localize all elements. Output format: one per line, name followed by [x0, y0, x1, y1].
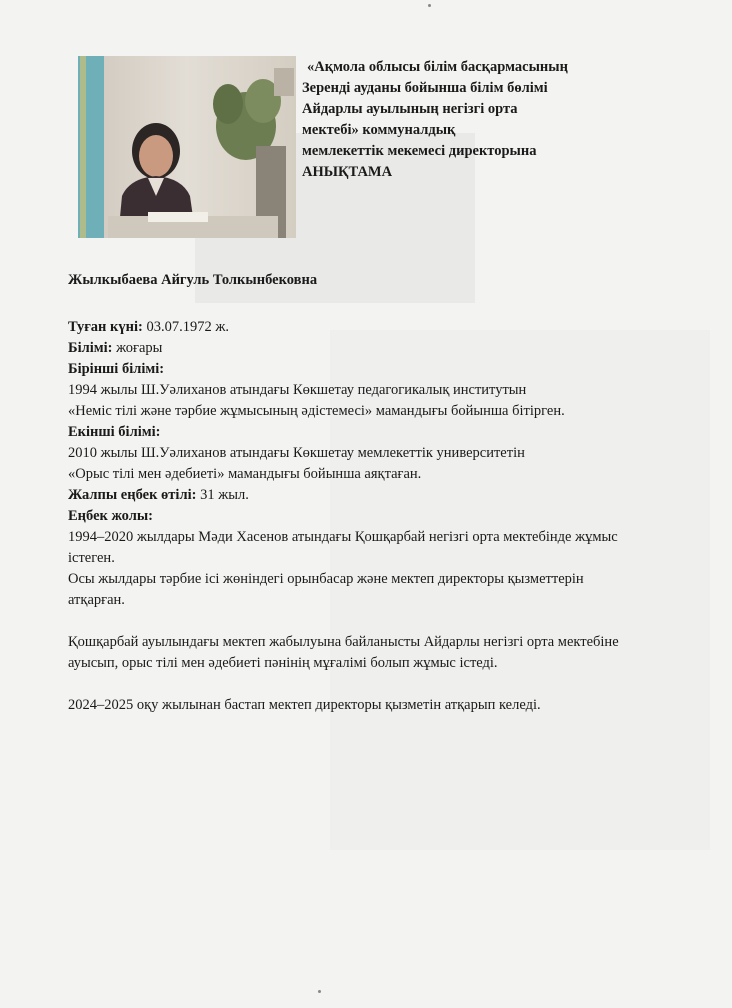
- document-title: АНЫҚТАМА: [302, 164, 393, 180]
- header-line-1: «Ақмола облысы білім басқармасының: [307, 59, 568, 75]
- education-row: [68, 338, 668, 359]
- person-name: Жылкыбаева Айгуль Толкынбековна: [68, 272, 318, 288]
- first-edu-line-1: 1994 жылы Ш.Уәлиханов атындағы Көкшетау педагогикалық институтын: [68, 382, 527, 398]
- career-p2-line-1: Осы жылдары тәрбие ісі жөніндегі орынбасар және мектеп директоры қызметтерін: [68, 571, 584, 587]
- career-p1-line-2: істеген.: [68, 550, 115, 566]
- career-p2-line-2: атқарған.: [68, 592, 125, 608]
- second-edu-label: Екінші білімі:: [68, 424, 161, 440]
- education-label: Білімі:: [68, 340, 113, 356]
- header-line-3: Айдарлы ауылының негізгі орта: [302, 101, 518, 117]
- career-p4: 2024–2025 оқу жылынан бастап мектеп директоры қызметін атқарып келеді.: [68, 697, 541, 713]
- career-p3-line-2: ауысып, орыс тілі мен әдебиеті пәнінің мұғалімі болып жұмыс істеді.: [68, 655, 498, 671]
- birth-value: 03.07.1972 ж.: [142, 319, 229, 335]
- header-line-2: Зеренді ауданы бойынша білім бөлімі: [302, 80, 548, 96]
- second-edu-line-2: «Орыс тілі мен әдебиеті» мамандығы бойынша аяқтаған.: [68, 466, 422, 482]
- header-line-4: мектебі» коммуналдық: [302, 122, 456, 138]
- education-value: жоғары: [112, 340, 163, 356]
- experience-value: 31 жыл.: [196, 487, 249, 503]
- experience-row: [68, 485, 668, 506]
- first-edu-line-2: «Неміс тілі және тәрбие жұмысының әдістемесі» мамандығы бойынша бітірген.: [68, 403, 565, 419]
- career-p1-line-1: 1994–2020 жылдары Мәди Хасенов атындағы Қошқарбай негізгі орта мектебінде жұмыс: [68, 529, 618, 545]
- experience-label: Жалпы еңбек өтілі:: [68, 487, 197, 503]
- scan-speck: [428, 4, 431, 7]
- paragraph-gap: [68, 611, 668, 632]
- scan-speck: [318, 990, 321, 993]
- portrait-image: [78, 56, 296, 238]
- second-edu-line-1: 2010 жылы Ш.Уәлиханов атындағы Көкшетау мемлекеттік университетін: [68, 445, 525, 461]
- director-photo: [78, 56, 296, 238]
- document-body: [68, 317, 668, 716]
- paragraph-gap: [68, 674, 668, 695]
- birth-label: Туған күні:: [68, 319, 143, 335]
- birth-row: [68, 317, 668, 338]
- career-label: Еңбек жолы:: [68, 508, 153, 524]
- career-p3-line-1: Қошқарбай ауылындағы мектеп жабылуына байланысты Айдарлы негізгі орта мектебіне: [68, 634, 619, 650]
- document-header: [302, 57, 632, 183]
- header-line-5: мемлекеттік мекемесі директорына: [302, 143, 537, 159]
- first-edu-label: Бірінші білімі:: [68, 361, 165, 377]
